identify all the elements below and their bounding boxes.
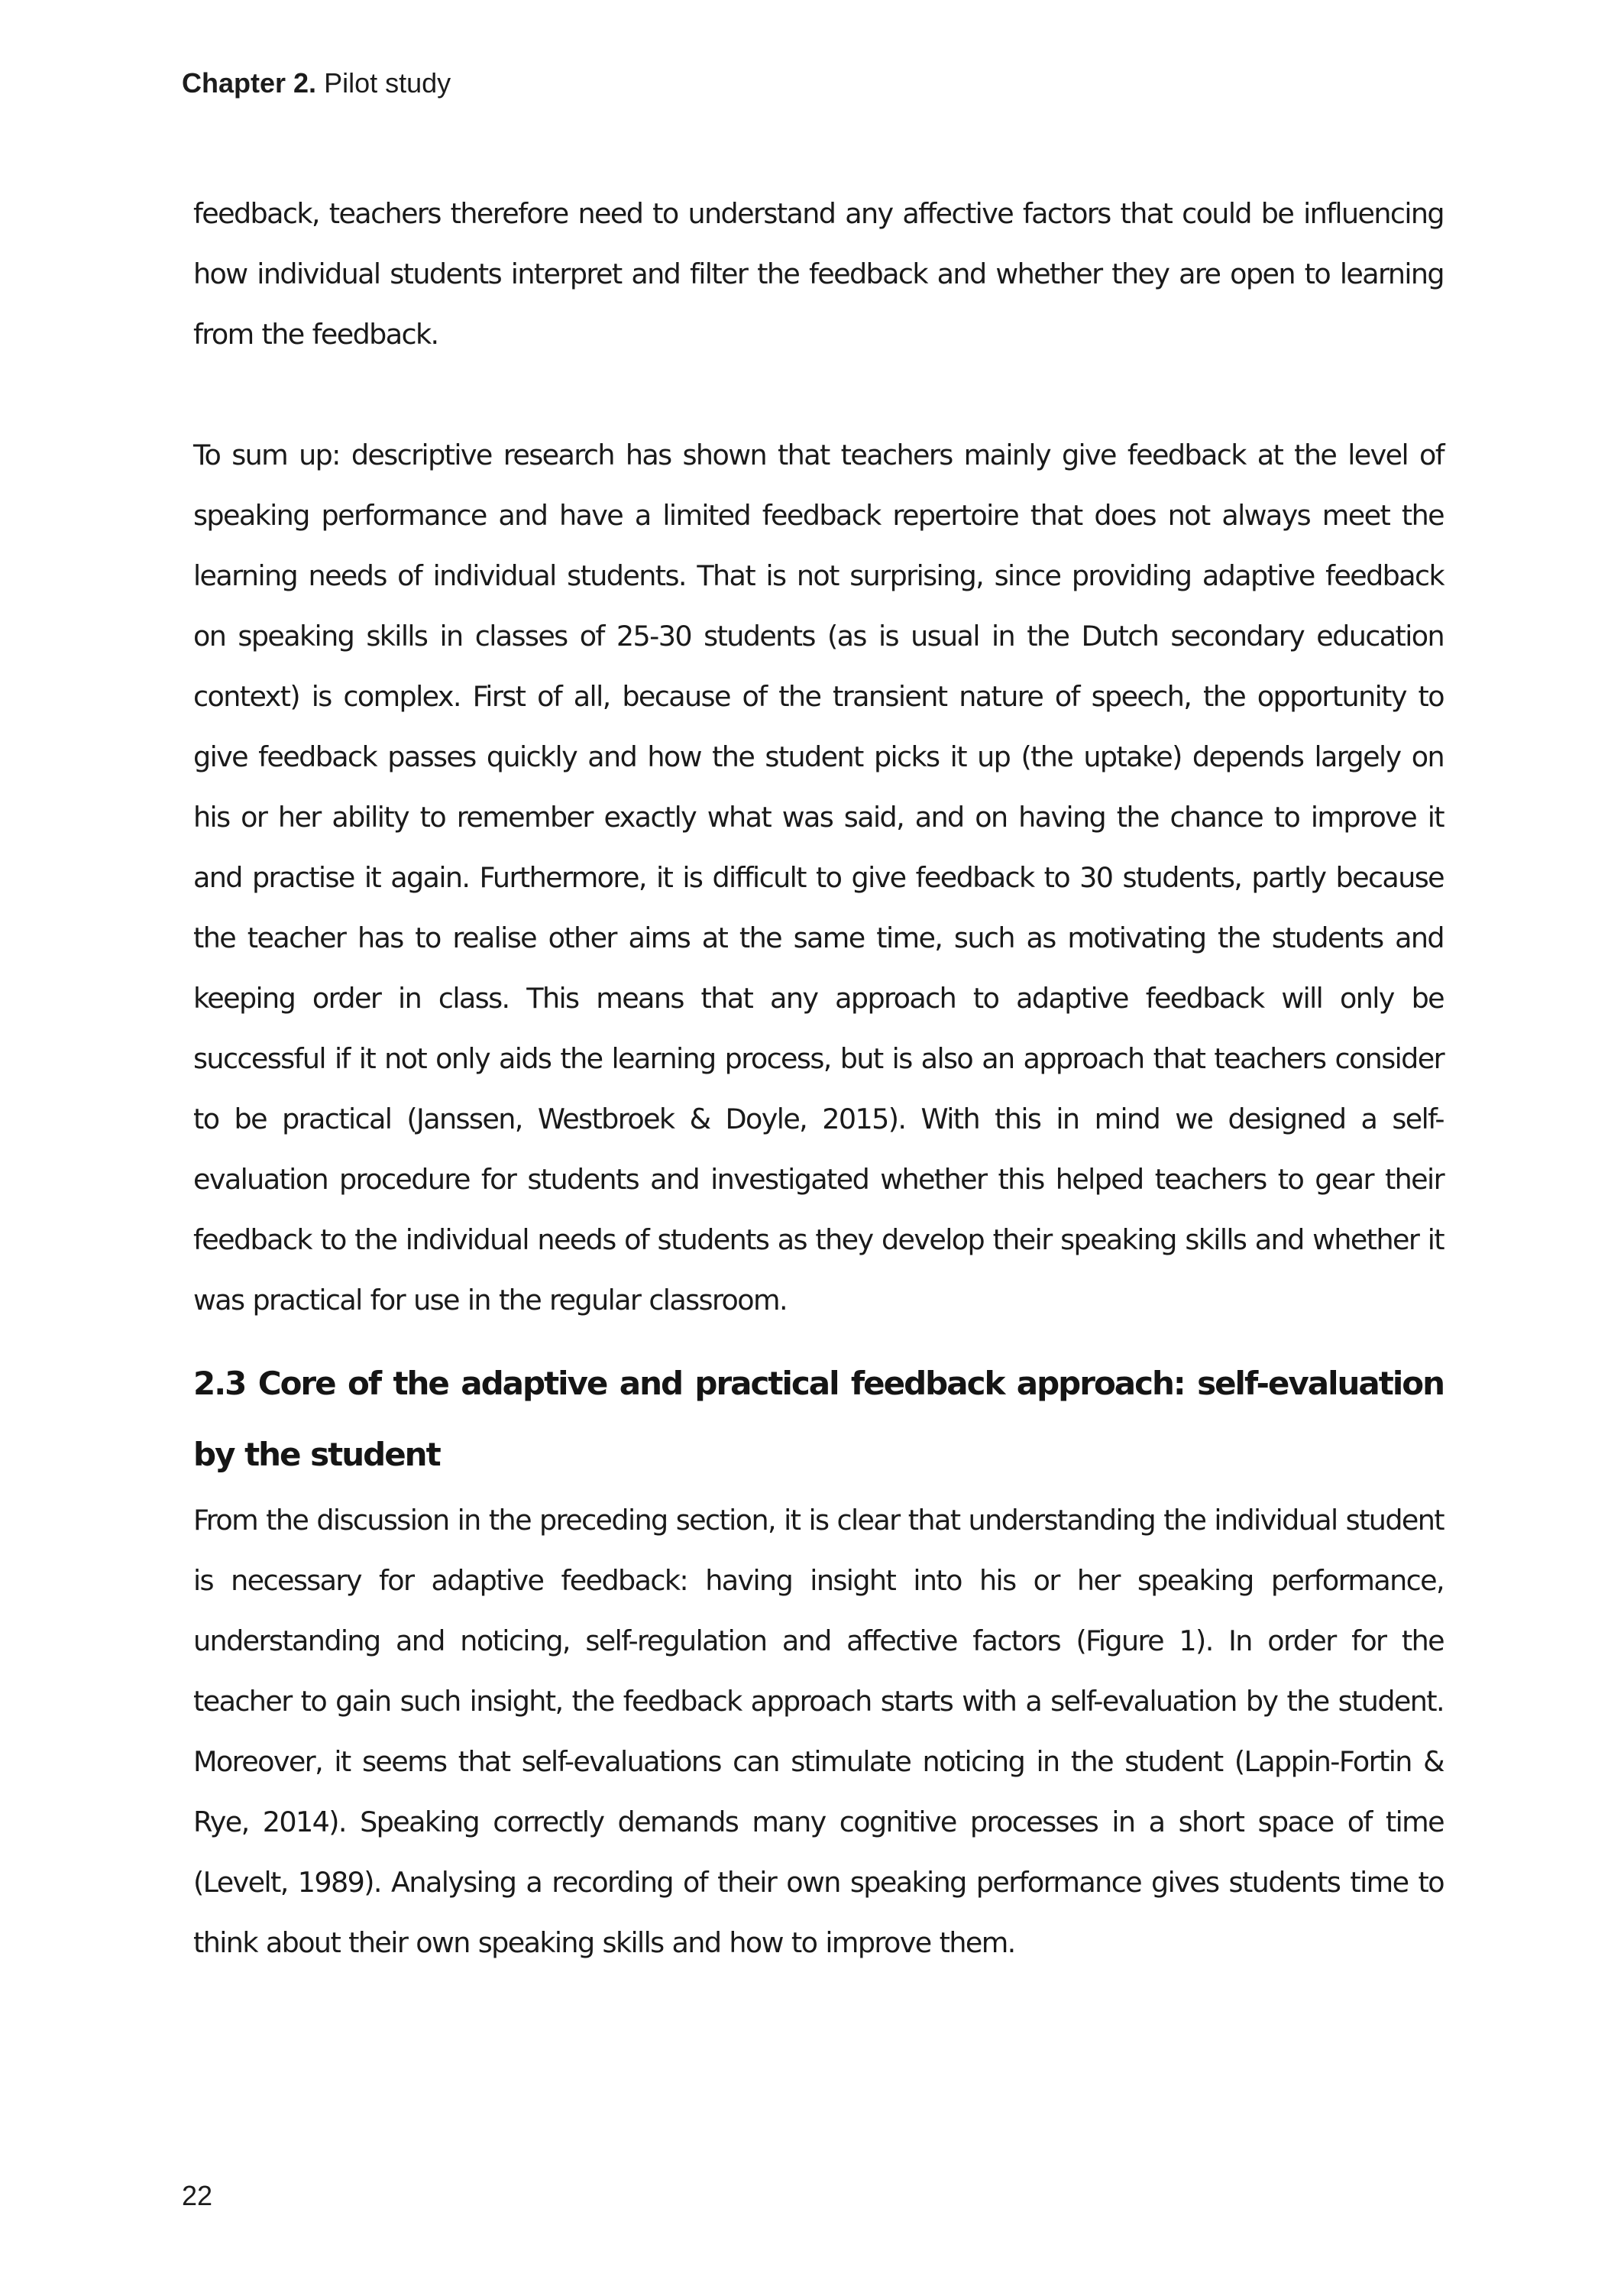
page-number: 22 [182, 2180, 213, 2211]
section-heading: 2.3 Core of the adaptive and practical feedback approach: self-evaluation by the student [193, 1365, 1444, 1473]
chapter-label: Chapter 2. [182, 67, 317, 99]
paragraph-summary: To sum up: descriptive research has shown that teachers mainly give feedback at the level of speaking performance and have a limited feedback repertoire that does not always meet the learning needs of individual students. That is not surprising, since providing adaptive feedback on speaking skills in classes of 25-30 students (as is usual in the Dutch secondary education context) is complex. First of all, because of the transient nature of speech, the opportunity to give feedback passes quickly and how the student picks it up (the uptake) depends largely on his or her ability to remember exactly what was said, and on having the chance to improve it and practise it again. Furthermore, it is difficult to give feedback to 30 students, partly because the teacher has to realise other aims at the same time, such as motivating the students and keeping order in class. This means that any approach to adaptive feedback will only be successful if it not only aids the learning process, but is also an approach that teachers consider to be practical (Janssen, Westbroek & Doyle, 2015). With this in mind we designed a self-evaluation procedure for students and investigated whether this helped teachers to gear their feedback to the individual needs of students as they develop their speaking skills and whether it was practical for use in the regular classroom. [193, 439, 1444, 1317]
running-header [182, 67, 451, 99]
page-body [193, 183, 1444, 1973]
chapter-title: Pilot study [324, 67, 451, 99]
paragraph-self-evaluation: From the discussion in the preceding section, it is clear that understanding the individual student is necessary for adaptive feedback: having insight into his or her speaking performance, understanding and noticing, self-regulation and affective factors (Figure 1). In order for the teacher to gain such insight, the feedback approach starts with a self-evaluation by the student. Moreover, it seems that self-evaluations can stimulate noticing in the student (Lappin-Fortin & Rye, 2014). Speaking correctly demands many cognitive processes in a short space of time (Levelt, 1989). Analysing a recording of their own speaking performance gives students time to think about their own speaking skills and how to improve them. [193, 1504, 1444, 1959]
paragraph-affective-factors: feedback, teachers therefore need to understand any affective factors that could be influencing how individual students interpret and filter the feedback and whether they are open to learning from the feedback. [193, 197, 1444, 351]
